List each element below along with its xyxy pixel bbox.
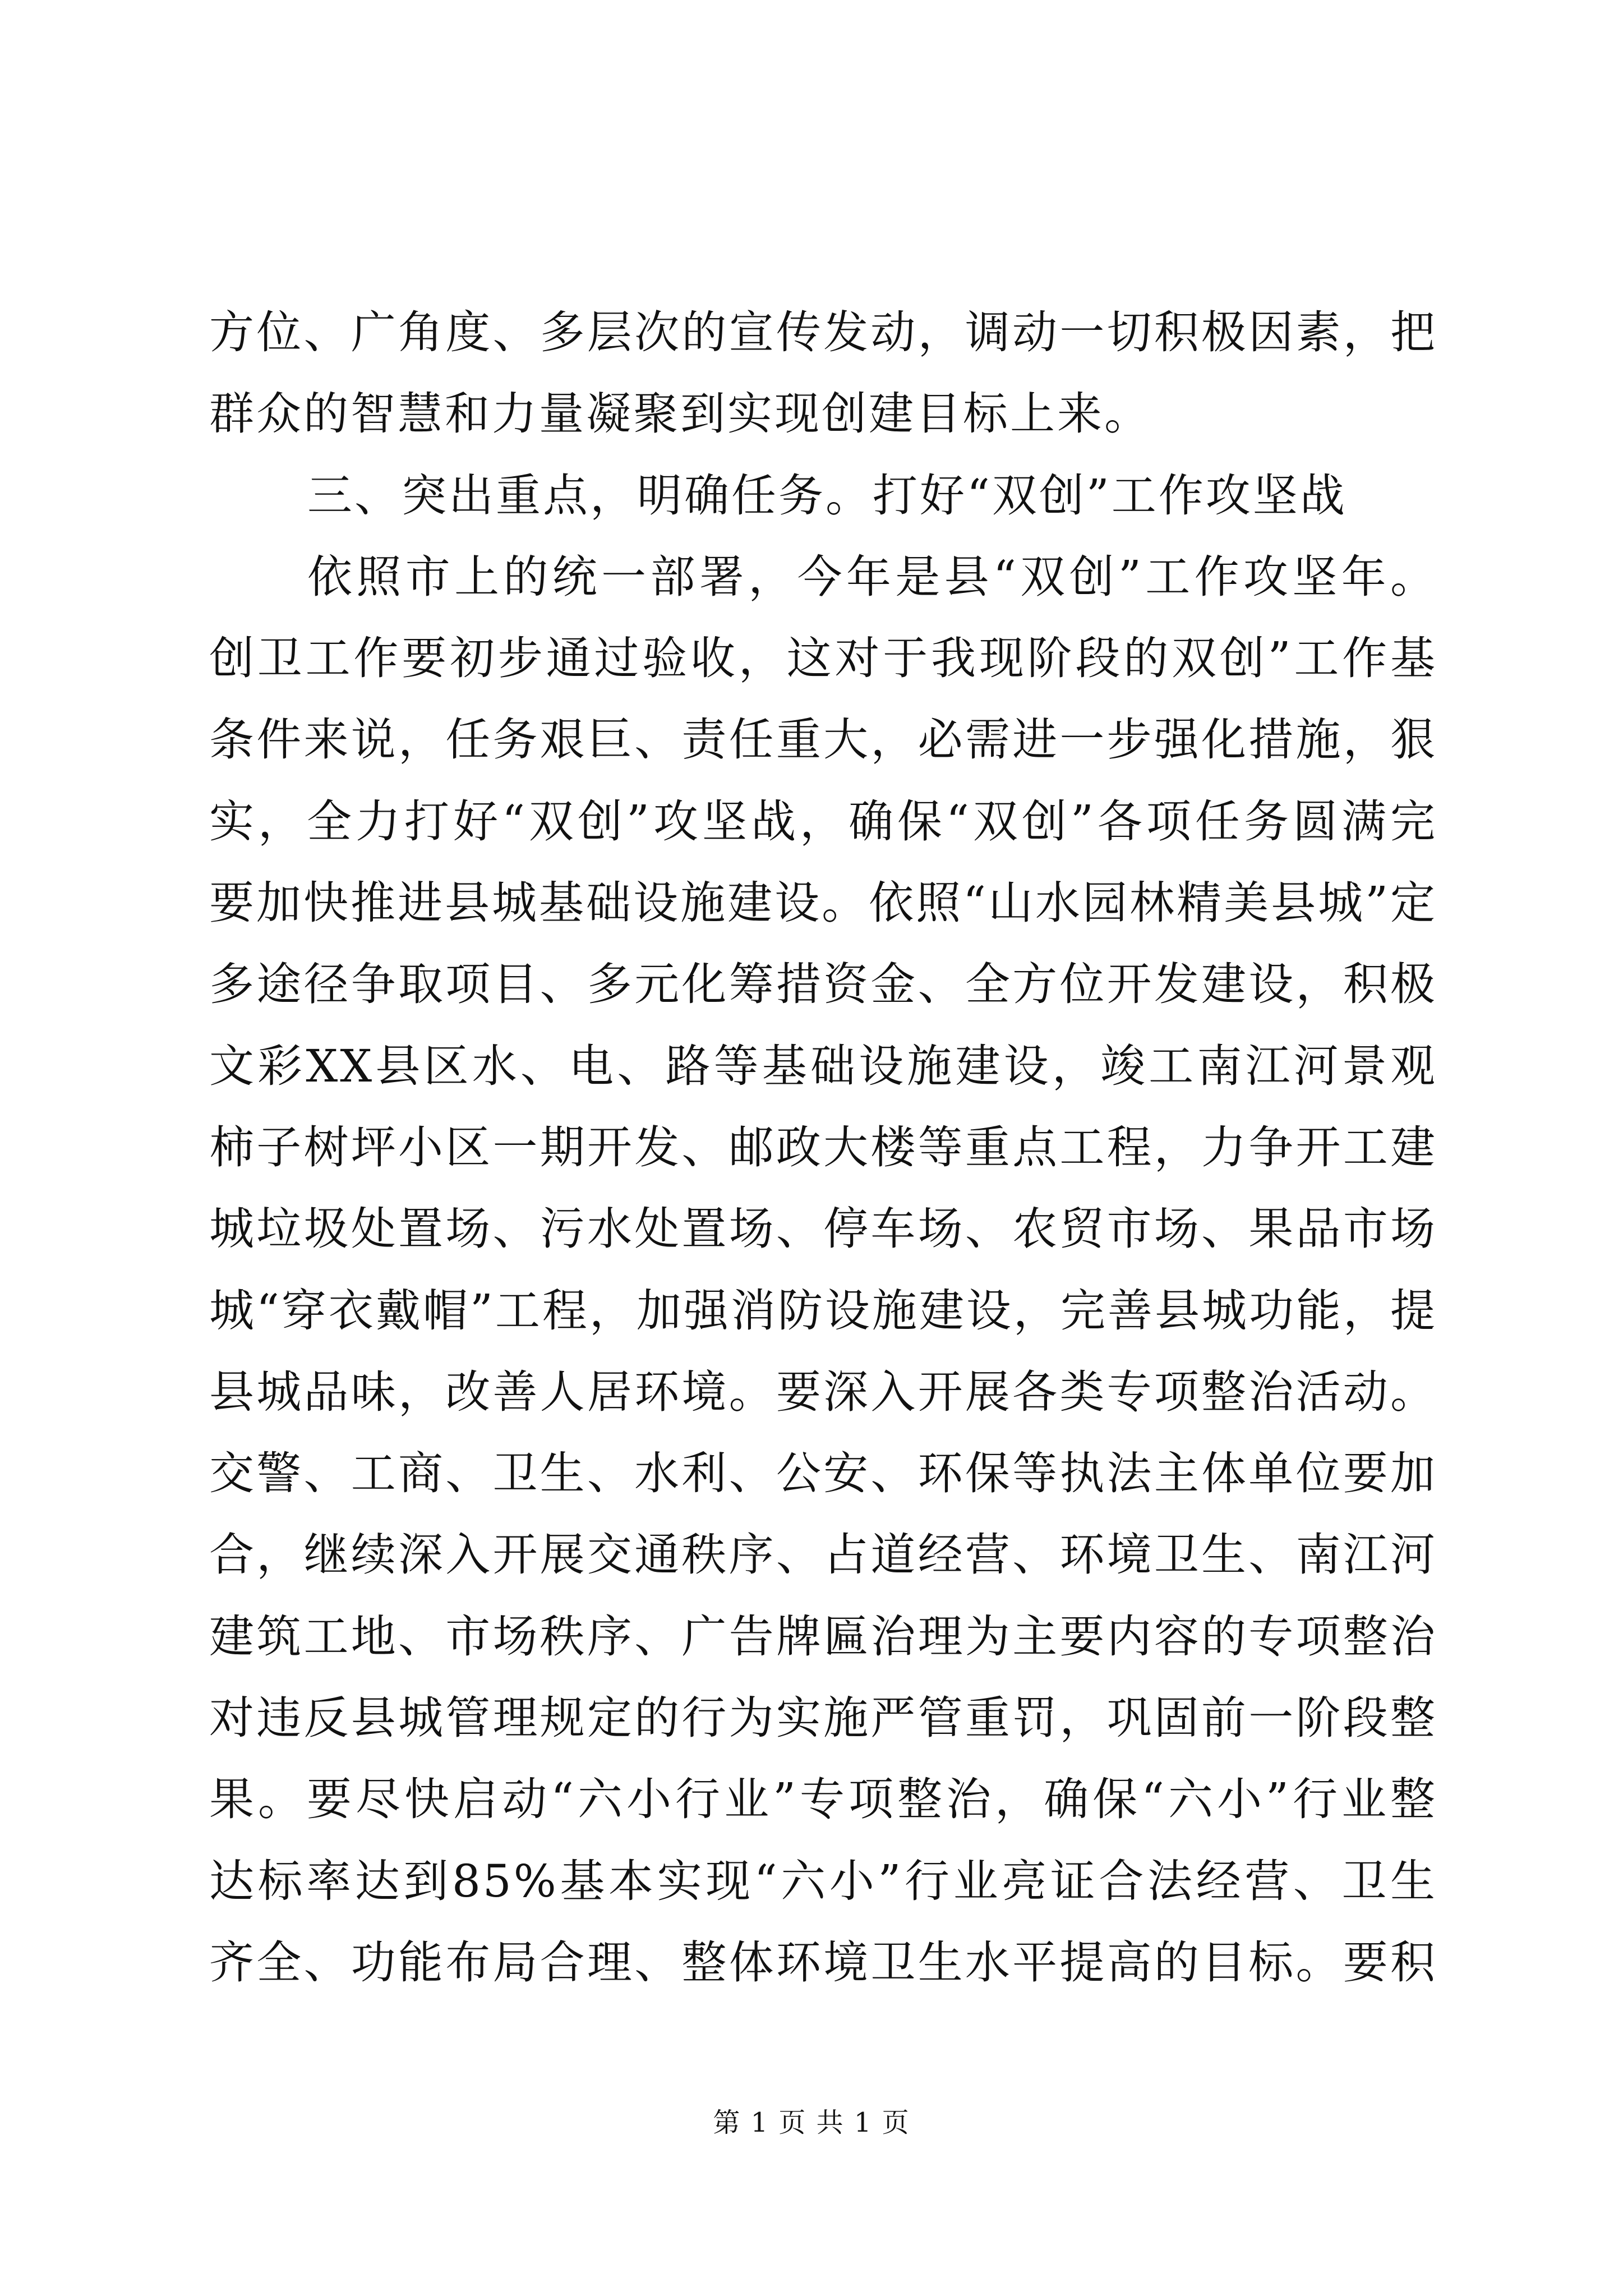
paragraph-line: 条件来说，任务艰巨、责任重大，必需进一步强化措施，狠: [209, 714, 1437, 766]
paragraph-line: 果。要尽快启动“六小行业”专项整治，确保“六小”行业整: [209, 1773, 1437, 1826]
document-body: [209, 292, 1437, 2003]
paragraph-line: 达标率达到85%基本实现“六小”行业亮证合法经营、卫生: [209, 1855, 1437, 1907]
paragraph-line: 方位、广角度、多层次的宣传发动，调动一切积极因素，把: [209, 306, 1437, 358]
paragraph-line: 群众的智慧和力量凝聚到实现创建目标上来。: [209, 388, 1151, 440]
paragraph-line: 文彩XX县区水、电、路等基础设施建设，竣工南江河景观: [209, 1039, 1437, 1092]
paragraph-line: 要加快推进县城基础设施建设。依照“山水园林精美县城”定: [209, 877, 1437, 930]
paragraph-line: 建筑工地、市场秩序、广告牌匾治理为主要内容的专项整治: [209, 1610, 1437, 1663]
paragraph-line: 县城品味，改善人居环境。要深入开展各类专项整治活动。: [209, 1365, 1437, 1418]
paragraph-line: 对违反县城管理规定的行为实施严管重罚，巩固前一阶段整: [209, 1692, 1437, 1745]
paragraph-line: 齐全、功能布局合理、整体环境卫生水平提高的目标。要积: [209, 1936, 1437, 1989]
paragraph-line: 柿子树坪小区一期开发、邮政大楼等重点工程，力争开工建: [209, 1121, 1437, 1174]
paragraph-line: 交警、工商、卫生、水利、公安、环保等执法主体单位要加: [209, 1447, 1437, 1500]
paragraph-line: 实，全力打好“双创”攻坚战，确保“双创”各项任务圆满完: [209, 795, 1437, 848]
paragraph-line: 城“穿衣戴帽”工程，加强消防设施建设，完善县城功能，提: [209, 1284, 1437, 1337]
paragraph-line: 多途径争取项目、多元化筹措资金、全方位开发建设，积极: [209, 958, 1437, 1011]
paragraph-line: 合，继续深入开展交通秩序、占道经营、环境卫生、南江河: [209, 1529, 1437, 1581]
page-footer: 第 1 页 共 1 页: [713, 2107, 910, 2138]
paragraph-line: 城垃圾处置场、污水处置场、停车场、农贸市场、果品市场: [209, 1203, 1437, 1255]
section-heading: 三、突出重点，明确任务。打好“双创”工作攻坚战: [307, 469, 1347, 522]
paragraph-line: 创卫工作要初步通过验收，这对于我现阶段的双创”工作基: [209, 632, 1437, 685]
paragraph-line: 依照市上的统一部署，今年是县“双创”工作攻坚年。: [307, 550, 1437, 603]
